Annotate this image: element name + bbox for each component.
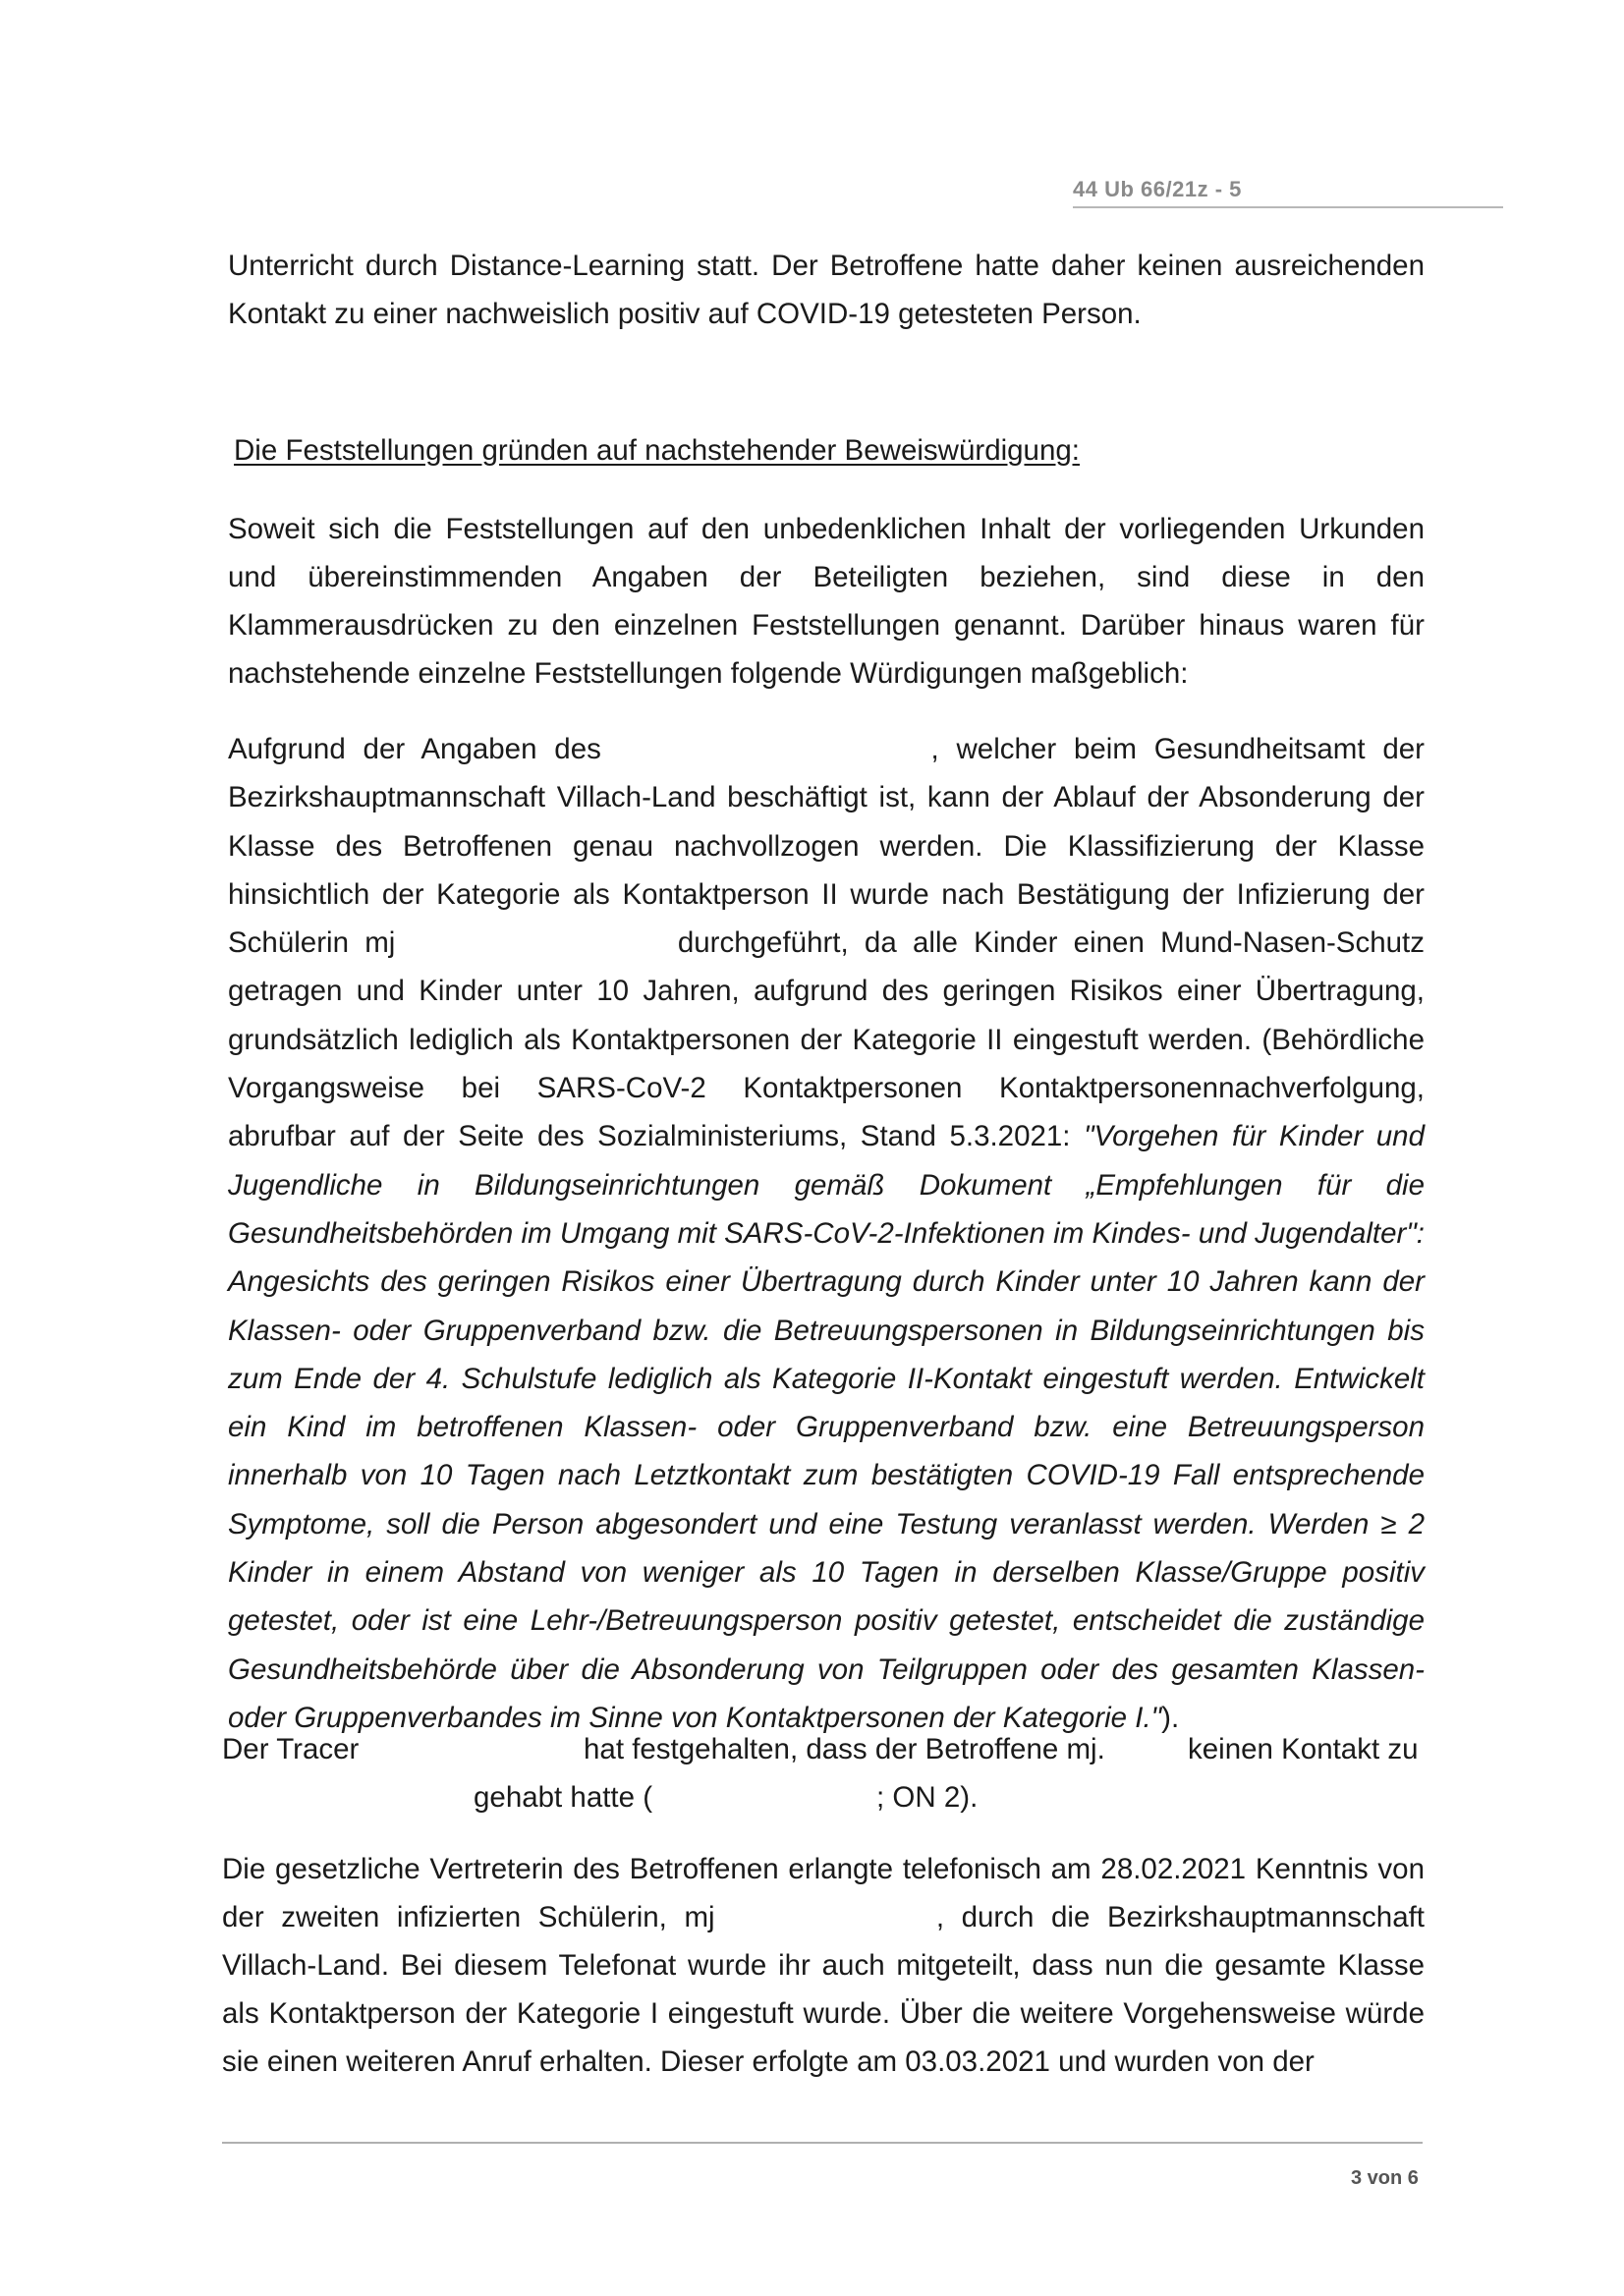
paragraph-4-part-b: hat festgehalten, dass der Betroffene mj. — [584, 1733, 1105, 1765]
paragraph-2-text: Soweit sich die Feststellungen auf den unbedenklichen Inhalt der vorliegenden Urkunden und übereinstimmenden Angaben der Beteiligten beziehen, sind diese in den Klammerausdrücken zu den einzelnen Feststellungen genannt. Darüber hinaus waren für nachstehende einzelne Feststellungen folgende Würdigungen maßgeblich: — [228, 513, 1425, 690]
case-reference: 44 Ub 66/21z - 5 — [1073, 177, 1242, 201]
paragraph-5 — [222, 1845, 1425, 2086]
paragraph-4-part-d: gehabt hatte ( — [474, 1781, 653, 1814]
paragraph-5-part-a: Die gesetzliche Vertreterin des Betroffenen erlangte telefonisch am 28.02.2021 Kenntnis von der zweiten infizierten Schülerin, mj — [222, 1853, 1425, 1933]
paragraph-3-part-a: Aufgrund der Angaben des — [228, 733, 601, 765]
section-heading: Die Feststellungen gründen auf nachstehender Beweiswürdigung: — [234, 434, 1080, 467]
footer-rule — [222, 2142, 1423, 2144]
paragraph-4-part-e: ; ON 2). — [876, 1781, 979, 1814]
paragraph-3-part-b: , welcher beim Gesundheitsamt der Bezirkshauptmannschaft Villach-Land beschäftigt ist, kann der Ablauf der Absonderung der Klasse des Betroffenen genau nachvollzogen werden. Die Klassifizierung der Klasse hinsichtlich der Kategorie als Kontaktperson II wurde nach Bestätigung der Infizierung der Schülerin mj — [228, 733, 1425, 960]
paragraph-3-end: ). — [1161, 1701, 1180, 1734]
paragraph-5-part-b: , durch die Bezirkshauptmannschaft Villach-Land. Bei diesem Telefonat wurde ihr auch mitgeteilt, dass nun die gesamte Klasse als Kontaktperson der Kategorie I eingestuft wurde. Über die weitere Vorgehensweise würde sie einen weiteren Anruf erhalten. Dieser erfolgte am 03.03.2021 und wurden von der — [222, 1901, 1426, 2078]
paragraph-4-part-a: Der Tracer — [222, 1733, 360, 1765]
paragraph-3 — [228, 725, 1425, 1742]
paragraph-2 — [228, 505, 1425, 698]
paragraph-3-part-c: durchgeführt, da alle Kinder einen Mund-Nasen-Schutz getragen und Kinder unter 10 Jahren, aufgrund des geringen Risikos einer Übertragung, grundsätzlich lediglich als Kontaktpersonen der Kategorie II eingestuft werden. (Behördliche Vorgangsweise bei SARS-CoV-2 Kontaktpersonen Kontaktpersonennachverfolgung, abrufbar auf der Seite des Sozialministeriums, Stand 5.3.2021: — [228, 926, 1425, 1153]
page-number: 3 von 6 — [1351, 2167, 1419, 2189]
ministry-quote: "Vorgehen für Kinder und Jugendliche in Bildungseinrichtungen gemäß Dokument „Empfehlungen für die Gesundheitsbehörden im Umgang mit SARS-CoV-2-Infektionen im Kindes- und Jugendalter": Angesichts des geringen Risikos einer Übertragung durch Kinder unter 10 Jahren kann der Klassen- oder Gruppenverband bzw. die Betreuungspersonen in Bildungseinrichtungen bis zum Ende der 4. Schulstufe lediglich als Kategorie II-Kontakt eingestuft werden. Entwickelt ein Kind im betroffenen Klassen- oder Gruppenverband bzw. eine Betreuungsperson innerhalb von 10 Tagen nach Letztkontakt zum bestätigten COVID-19 Fall entsprechende Symptome, soll die Person abgesondert und eine Testung veranlasst werden. Werden ≥ 2 Kinder in einem Abstand von weniger als 10 Tagen in derselben Klasse/Gruppe positiv getestet, oder ist eine Lehr-/Betreuungsperson positiv getestet, entscheidet die zuständige Gesundheitsbehörde über die Absonderung von Teilgruppen oder des gesamten Klassen- oder Gruppenverbandes im Sinne von Kontaktpersonen der Kategorie I." — [228, 1120, 1425, 1734]
header-rule — [1073, 206, 1503, 208]
paragraph-3-text — [228, 725, 1425, 1742]
paragraph-1 — [228, 242, 1425, 338]
paragraph-1-text: Unterricht durch Distance-Learning statt. Der Betroffene hatte daher keinen ausreichenden Kontakt zu einer nachweislich positiv auf COVID-19 getesteten Person. — [228, 250, 1425, 330]
paragraph-4-part-c: keinen Kontakt zu — [1188, 1733, 1419, 1765]
paragraph-5-text — [222, 1845, 1425, 2086]
